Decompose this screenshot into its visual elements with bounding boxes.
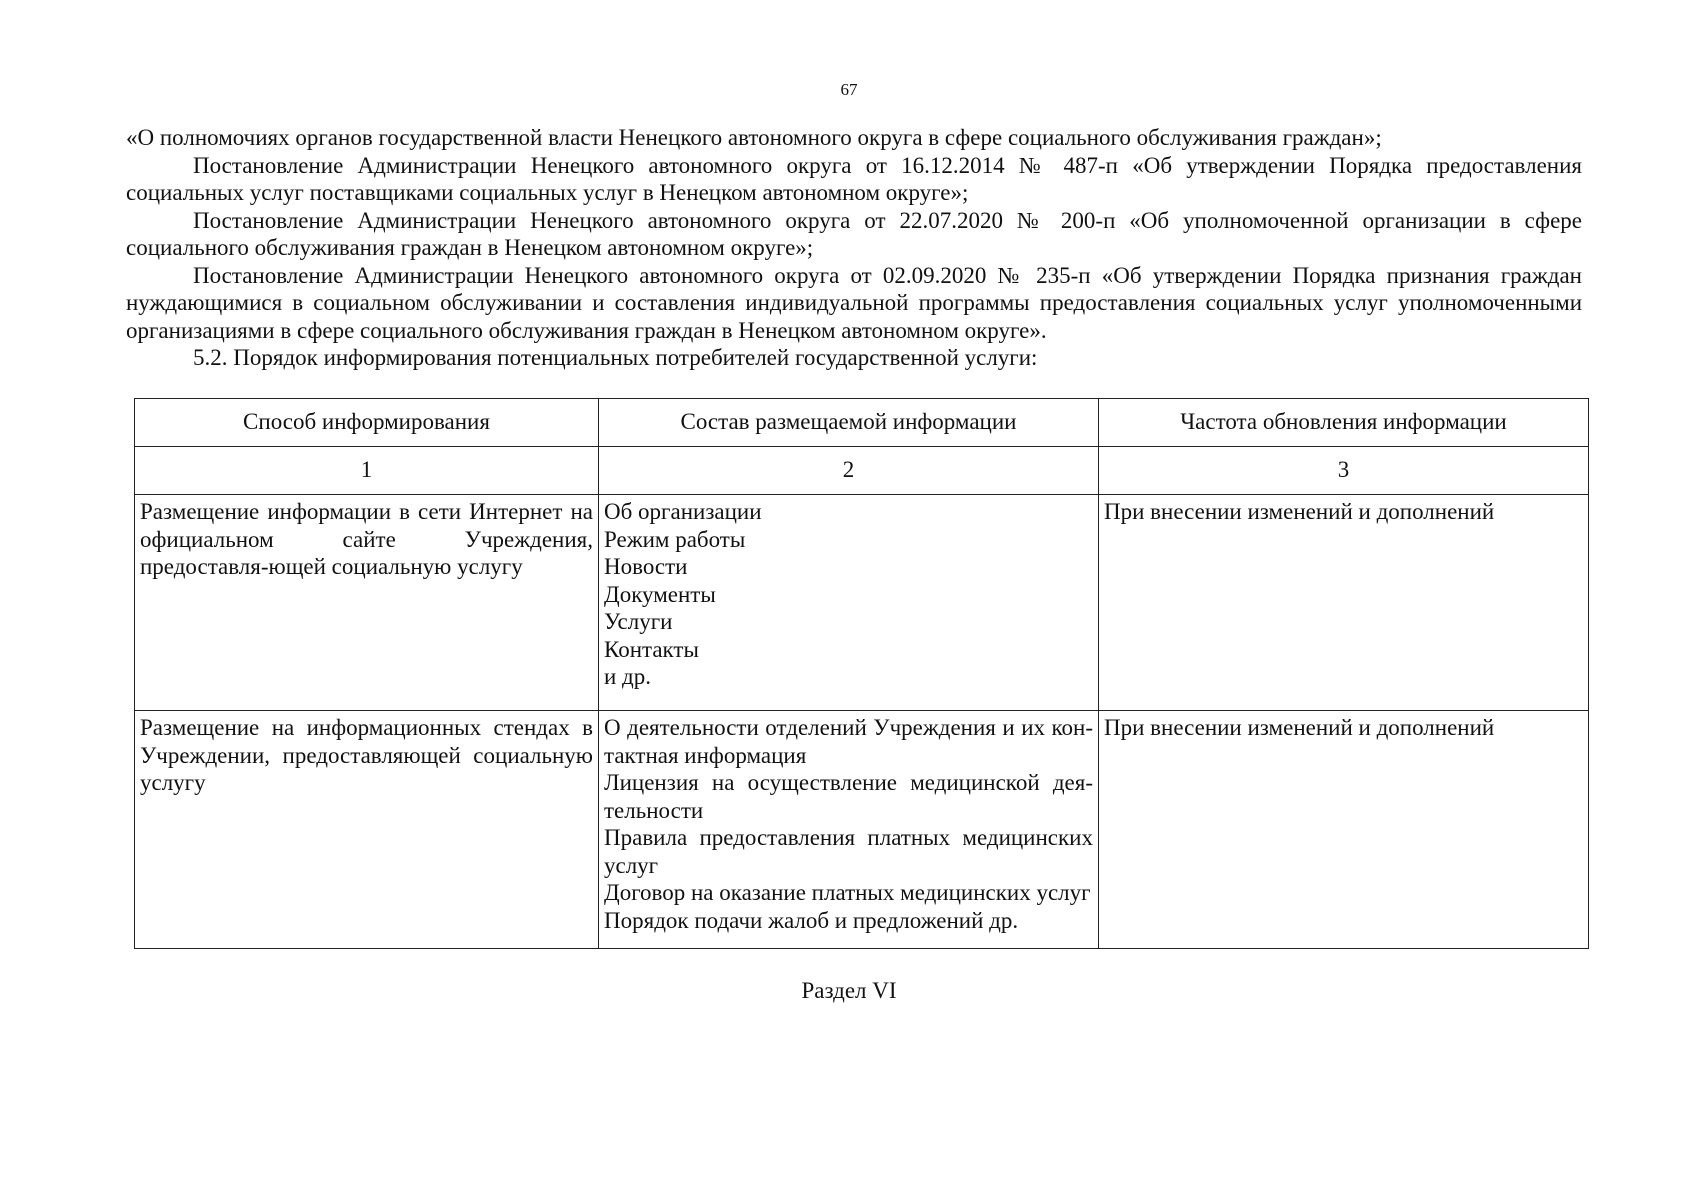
cell-content: [599, 495, 1099, 711]
table-number-row: [135, 447, 1589, 495]
cell-content: [599, 711, 1099, 949]
cell-method: Размещение информации в сети Интернет на официальном сайте Учреждения, предоставля-ющей социальную услугу: [135, 495, 599, 711]
cell-frequency: При внесении изменений и дополнений: [1099, 711, 1589, 949]
content-item: О деятельности отделений Учреждения и их кон-: [604, 715, 1093, 740]
page-number: 67: [840, 80, 858, 99]
content-item: Порядок подачи жалоб и предложений др.: [604, 907, 1019, 933]
content-item: тельности: [604, 797, 704, 823]
cell-method: Размещение на информационных стендах в Учреждении, предоставляющей социальную услугу: [135, 711, 599, 949]
content-item: Об организации: [604, 499, 762, 524]
cell-frequency: При внесении изменений и дополнений: [1099, 495, 1589, 711]
content-item: Контакты: [604, 636, 699, 662]
header-method: Способ информирования: [135, 399, 599, 447]
content-item: Договор на оказание платных медицинских услуг: [604, 880, 1091, 905]
header-content: Состав размещаемой информации: [599, 399, 1099, 447]
table-row: [135, 711, 1589, 949]
body-text: [126, 124, 1582, 372]
paragraph-decree-235: Постановление Администрации Ненецкого автономного округа от 02.09.2020 № 235-п «Об утверждении Порядка признания граждан нуждающимися в социальном обслуживании и составления индивидуальной программы предоставления социальных услуг уполномоченными организациями в сфере социального обслуживания граждан в Ненецком автономном округе».: [126, 262, 1582, 343]
table-header-row: [135, 399, 1589, 447]
header-frequency: Частота обновления информации: [1099, 399, 1589, 447]
content-item: Режим работы: [604, 526, 746, 552]
table-row: [135, 495, 1589, 711]
content-item: услуг: [604, 852, 659, 878]
paragraph-decree-200: Постановление Администрации Ненецкого автономного округа от 22.07.2020 № 200-п «Об уполномоченной организации в сфере социального обслуживания граждан в Ненецком автономном округе»;: [126, 207, 1582, 260]
content-item: тактная информация: [604, 742, 807, 768]
column-number-3: 3: [1099, 447, 1589, 495]
content-item: Документы: [604, 581, 716, 607]
section-title: Раздел VI: [801, 978, 897, 1003]
content-item: Лицензия на осуществление медицинской дея-: [604, 770, 1093, 795]
content-item: Правила предоставления платных медицинских: [604, 825, 1093, 850]
paragraph-section-5-2: 5.2. Порядок информирования потенциальных потребителей государственной услуги:: [193, 345, 1038, 370]
content-item: и др.: [604, 664, 652, 689]
information-table: [134, 398, 1589, 949]
paragraph-continuation: «О полномочиях органов государственной власти Ненецкого автономного округа в сфере социального обслуживания граждан»;: [126, 125, 1382, 150]
content-item: Новости: [604, 554, 688, 579]
column-number-1: 1: [135, 447, 599, 495]
column-number-2: 2: [599, 447, 1099, 495]
content-item: Услуги: [604, 609, 673, 634]
paragraph-decree-487: Постановление Администрации Ненецкого автономного округа от 16.12.2014 № 487-п «Об утверждении Порядка предоставления социальных услуг поставщиками социальных услуг в Ненецком автономном округе»;: [126, 152, 1582, 205]
